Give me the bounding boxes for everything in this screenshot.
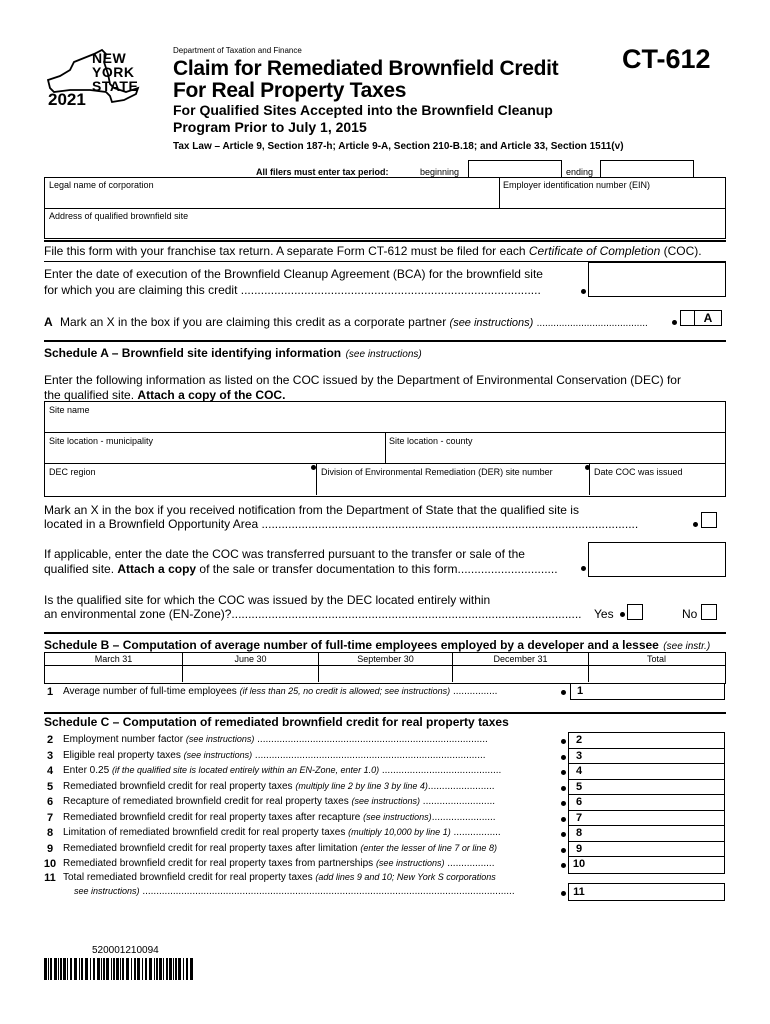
ein-label: Employer identification number (EIN) — [503, 180, 651, 190]
col-december-31: December 31 — [493, 654, 548, 664]
barcode-bar — [101, 958, 102, 980]
county-label: Site location - county — [389, 436, 473, 446]
form-year: 2021 — [48, 90, 86, 109]
partner-bullet — [672, 320, 677, 325]
barcode-bar — [93, 958, 95, 980]
barcode-bar — [48, 958, 49, 980]
form-code: 520001210094 — [92, 945, 159, 956]
schedule-a-intro-line2: the qualified site. Attach a copy of the COC. — [44, 388, 286, 402]
date-coc-label: Date COC was issued — [594, 467, 683, 477]
enzone-no-checkbox[interactable] — [701, 604, 717, 620]
period-beginning-field[interactable] — [468, 160, 562, 178]
line1-number: 1 — [46, 686, 54, 698]
line7-number: 7 — [46, 811, 54, 824]
boa-bullet — [693, 522, 698, 527]
barcode-bar — [113, 958, 115, 980]
line5-text: Remediated brownfield credit for real property taxes (multiply line 2 by line 3 by line 4)........................ — [63, 780, 495, 792]
barcode-bar — [81, 958, 83, 980]
line2-bullet — [561, 739, 566, 744]
barcode-bar — [126, 958, 129, 980]
barcode-bar — [131, 958, 132, 980]
barcode-bar — [173, 958, 174, 980]
col-march-31: March 31 — [94, 654, 133, 664]
barcode-bar — [116, 958, 119, 980]
date-coc-field[interactable] — [590, 479, 722, 494]
tax-law-reference: Tax Law – Article 9, Section 187-h; Article 9-A, Section 210-B.18; and Article 33, Section 1511(v) — [173, 141, 624, 152]
barcode-bar — [154, 958, 155, 980]
partner-box-label: A — [694, 310, 722, 326]
bca-bullet — [581, 289, 586, 294]
bca-instruction-line1: Enter the date of execution of the Brownfield Cleanup Agreement (BCA) for the brownfield site — [44, 267, 543, 281]
line3-box-number: 3 — [568, 748, 590, 766]
period-beginning-label: beginning — [420, 167, 460, 177]
line9-box-number: 9 — [568, 841, 590, 859]
bca-instruction-line2: for which you are claiming this credit .......................................................................................... — [44, 283, 541, 297]
december-31-field[interactable] — [453, 666, 587, 681]
date-coc-bullet — [585, 465, 590, 470]
barcode-bar — [58, 958, 59, 980]
department-name: Department of Taxation and Finance — [173, 46, 302, 55]
line9-number: 9 — [46, 842, 54, 855]
line2-number: 2 — [46, 734, 54, 746]
line8-box-number: 8 — [568, 825, 590, 843]
transfer-date-field[interactable] — [588, 542, 726, 577]
line11-text-line2: see instructions) ...................................................................................................................................... — [74, 886, 515, 897]
schedule-c-line-5 — [0, 779, 770, 795]
bca-date-field[interactable] — [588, 262, 726, 297]
period-ending-label: ending — [566, 167, 594, 177]
schedule-c-line-3 — [0, 748, 770, 764]
line6-bullet — [561, 801, 566, 806]
line1-text: Average number of full-time employees (if less than 25, no credit is allowed; see instructions) ................ — [63, 686, 498, 697]
line9-text: Remediated brownfield credit for real property taxes after limitation (enter the lesser of line 7 or line 8) — [63, 842, 497, 854]
barcode-bar — [103, 958, 105, 980]
barcode-bar — [85, 958, 88, 980]
barcode-bar — [186, 958, 188, 980]
barcode-bar — [74, 958, 77, 980]
line10-number: 10 — [43, 858, 57, 870]
schedule-a-intro-line1: Enter the following information as listed on the COC issued by the Department of Environmental Conservation (DEC) for — [44, 373, 681, 387]
boa-instruction-line1: Mark an X in the box if you received notification from the Department of State that the qualified site is — [44, 503, 579, 517]
line3-text: Eligible real property taxes (see instructions) ................................................................................... — [63, 749, 486, 761]
file-instruction: File this form with your franchise tax return. A separate Form CT-612 must be filed for each Certificate of Completion (COC). — [44, 244, 702, 258]
line11-number: 11 — [44, 872, 56, 884]
barcode-bar — [137, 958, 140, 980]
col-june-30: June 30 — [234, 654, 267, 664]
barcode-bar — [159, 958, 162, 980]
county-field[interactable] — [386, 448, 722, 462]
barcode-bar — [54, 958, 57, 980]
schedule-c-line-8 — [0, 825, 770, 841]
legal-name-label: Legal name of corporation — [49, 180, 154, 190]
enzone-yes-label: Yes — [594, 607, 614, 621]
schedule-b-title: Schedule B – Computation of average number of full-time employees employed by a developer and a lessee (see instr.) — [44, 638, 711, 652]
schedule-c-line-10 — [0, 856, 770, 872]
line1-bullet — [561, 690, 566, 695]
line8-bullet — [561, 832, 566, 837]
barcode-bar — [44, 958, 47, 980]
line4-box-number: 4 — [568, 763, 590, 781]
barcode-bar — [97, 958, 100, 980]
form-number: CT-612 — [622, 44, 711, 74]
boa-instruction-line2: located in a Brownfield Opportunity Area ................................................................................................................. — [44, 517, 639, 531]
enzone-question-line2: an environmental zone (EN-Zone)?......................................................................................................... — [44, 607, 582, 621]
dec-region-label: DEC region — [49, 467, 96, 477]
barcode-bar — [90, 958, 91, 980]
logo-york: YORK — [92, 64, 135, 80]
barcode-bar — [156, 958, 158, 980]
schedule-c-line-9 — [0, 841, 770, 857]
site-name-label: Site name — [49, 405, 90, 415]
line1-amount-field[interactable] — [588, 683, 725, 700]
barcode-bar — [63, 958, 66, 980]
boa-checkbox[interactable] — [701, 512, 717, 528]
line4-text: Enter 0.25 (if the qualified site is located entirely within an EN-Zone, enter 1.0) ........................................... — [63, 765, 502, 776]
total-field[interactable] — [589, 666, 723, 681]
col-total: Total — [646, 654, 666, 664]
enzone-question-line1: Is the qualified site for which the COC was issued by the DEC located entirely within — [44, 593, 491, 607]
form-subtitle-line1: For Qualified Sites Accepted into the Brownfield Cleanup — [173, 102, 553, 118]
barcode-bar — [122, 958, 124, 980]
site-name-field[interactable] — [45, 417, 723, 431]
barcode-bar — [111, 958, 112, 980]
transfer-bullet — [581, 566, 586, 571]
schedule-c-line-7 — [0, 810, 770, 826]
line11-amount-field[interactable] — [588, 883, 725, 901]
line6-text: Recapture of remediated brownfield credit for real property taxes (see instructions) .......................... — [63, 796, 496, 807]
line2-text: Employment number factor (see instructions) ................................................................................... — [63, 734, 488, 745]
enzone-yes-bullet — [620, 612, 625, 617]
line3-bullet — [561, 755, 566, 760]
line11-text-line1: Total remediated brownfield credit for real property taxes (add lines 9 and 10; New York S corporations — [63, 872, 496, 883]
transfer-instruction-line2: qualified site. Attach a copy of the sale or transfer documentation to this form.............................. — [44, 562, 558, 576]
ny-state-logo — [40, 40, 160, 115]
line5-box-number: 5 — [568, 779, 590, 797]
address-label: Address of qualified brownfield site — [49, 211, 189, 221]
line6-number: 6 — [46, 796, 54, 808]
barcode-bar — [50, 958, 52, 980]
address-field[interactable] — [45, 223, 723, 237]
enzone-yes-checkbox[interactable] — [627, 604, 643, 620]
barcode-bar — [145, 958, 147, 980]
schedule-c-title: Schedule C – Computation of remediated brownfield credit for real property taxes — [44, 715, 509, 729]
schedule-a-title: Schedule A – Brownfield site identifying information (see instructions) — [44, 346, 422, 360]
barcode-bar — [142, 958, 143, 980]
schedule-c-line-2 — [0, 732, 770, 748]
transfer-instruction-line1: If applicable, enter the date the COC was transferred pursuant to the transfer or sale of the — [44, 547, 525, 561]
logo-new: NEW — [92, 50, 127, 66]
line10-bullet — [561, 863, 566, 868]
period-ending-field[interactable] — [600, 160, 694, 178]
dec-region-field[interactable] — [45, 479, 315, 494]
line3-number: 3 — [46, 749, 54, 762]
line9-bullet — [561, 848, 566, 853]
barcode-bar — [163, 958, 164, 980]
barcode-icon — [44, 958, 194, 980]
line8-text: Limitation of remediated brownfield credit for real property taxes (multiply 10,000 by line 1) ................. — [63, 827, 501, 838]
der-number-field[interactable] — [317, 479, 588, 494]
line11-box-number: 11 — [568, 883, 590, 901]
enzone-no-label: No — [682, 607, 698, 621]
line10-box-number: 10 — [568, 856, 590, 874]
line4-bullet — [561, 770, 566, 775]
der-bullet — [311, 465, 316, 470]
municipality-field[interactable] — [45, 448, 383, 462]
barcode-bar — [149, 958, 152, 980]
partner-instruction: Mark an X in the box if you are claiming this credit as a corporate partner (see instructions) ........................................ — [60, 315, 648, 329]
line2-box-number: 2 — [568, 732, 590, 750]
line1-box-number: 1 — [570, 683, 590, 700]
barcode-bar — [60, 958, 62, 980]
ein-field[interactable] — [500, 192, 722, 207]
form-title-line2: For Real Property Taxes — [173, 79, 407, 102]
barcode-bar — [79, 958, 80, 980]
line5-bullet — [561, 786, 566, 791]
line4-number: 4 — [46, 765, 54, 777]
line5-number: 5 — [46, 780, 54, 793]
line7-text: Remediated brownfield credit for real property taxes after recapture (see instructions)....................... — [63, 811, 496, 823]
barcode-bar — [190, 958, 193, 980]
line11-bullet — [561, 891, 566, 896]
partner-letter: A — [44, 315, 53, 329]
barcode-bar — [70, 958, 72, 980]
line8-number: 8 — [46, 827, 54, 839]
barcode-bar — [106, 958, 109, 980]
schedule-c-line-6 — [0, 794, 770, 810]
line7-box-number: 7 — [568, 810, 590, 828]
logo-state: STATE — [92, 78, 139, 94]
september-30-field[interactable] — [319, 666, 451, 681]
form-title-line1: Claim for Remediated Brownfield Credit — [173, 57, 559, 80]
schedule-c-line-4 — [0, 763, 770, 779]
june-30-field[interactable] — [183, 666, 317, 681]
line7-bullet — [561, 817, 566, 822]
tax-period-label: All filers must enter tax period: — [256, 167, 389, 177]
barcode-bar — [169, 958, 172, 980]
march-31-field[interactable] — [45, 666, 181, 681]
barcode-bar — [178, 958, 181, 980]
form-subtitle-line2: Program Prior to July 1, 2015 — [173, 119, 367, 135]
municipality-label: Site location - municipality — [49, 436, 154, 446]
barcode-bar — [183, 958, 184, 980]
barcode-bar — [120, 958, 121, 980]
col-september-30: September 30 — [357, 654, 414, 664]
der-number-label: Division of Environmental Remediation (DER) site number — [321, 467, 553, 477]
legal-name-field[interactable] — [45, 192, 497, 207]
barcode-bar — [166, 958, 168, 980]
line10-text: Remediated brownfield credit for real property taxes from partnerships (see instructions) ................. — [63, 858, 495, 869]
barcode-bar — [67, 958, 68, 980]
line10-amount-field[interactable] — [588, 856, 725, 874]
barcode-bar — [175, 958, 177, 980]
barcode-bar — [134, 958, 136, 980]
line6-box-number: 6 — [568, 794, 590, 812]
